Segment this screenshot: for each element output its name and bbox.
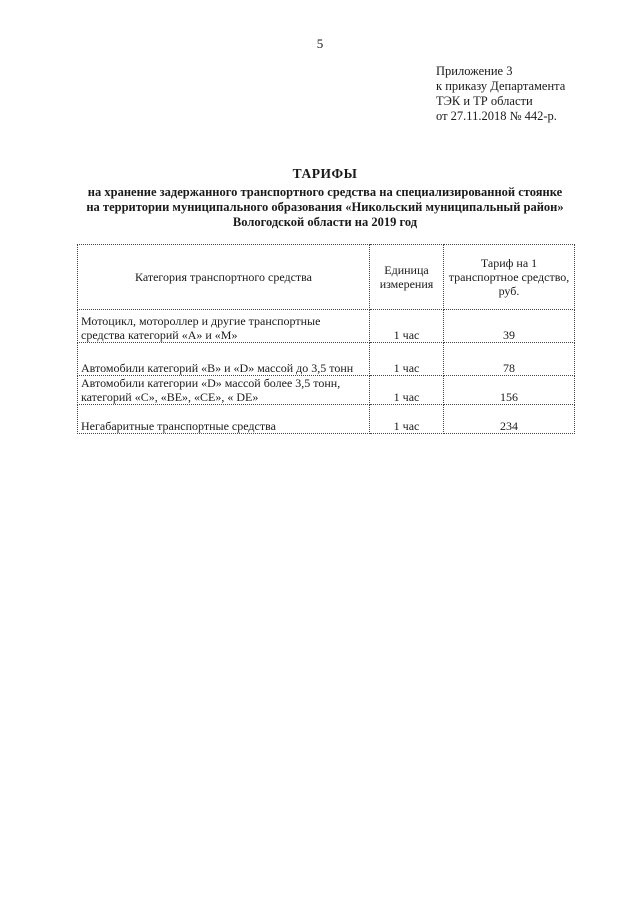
- unit-cell: 1 час: [370, 405, 444, 434]
- appendix-line: ТЭК и ТР области: [436, 94, 533, 108]
- table-row: [78, 376, 575, 405]
- header-rate: Тариф на 1 транспортное средство, руб.: [444, 245, 575, 310]
- header-unit: Единица измерения: [370, 245, 444, 310]
- table-row: [78, 310, 575, 343]
- appendix-reference: [436, 64, 565, 124]
- page-number: 5: [316, 36, 324, 51]
- category-cell: Мотоцикл, мотороллер и другие транспортные средства категорий «А» и «М»: [78, 310, 370, 343]
- tariff-table: [77, 244, 575, 434]
- table-row: [78, 343, 575, 376]
- document-title: [60, 166, 590, 230]
- rate-cell: 39: [444, 310, 575, 343]
- appendix-line: к приказу Департамента: [436, 79, 566, 93]
- unit-cell: 1 час: [370, 310, 444, 343]
- category-cell: Негабаритные транспортные средства: [78, 405, 370, 434]
- rate-cell: 234: [444, 405, 575, 434]
- table-header-row: [78, 245, 575, 310]
- title-line: Вологодской области на 2019 год: [232, 215, 418, 229]
- rate-cell: 78: [444, 343, 575, 376]
- category-cell: Автомобили категорий «В» и «D» массой до 3,5 тонн: [78, 343, 370, 376]
- category-cell: Автомобили категории «D» массой более 3,5 тонн, категорий «С», «ВЕ», «СЕ», « DE»: [78, 376, 370, 405]
- table-row: [78, 405, 575, 434]
- header-category: Категория транспортного средства: [78, 245, 370, 310]
- unit-cell: 1 час: [370, 376, 444, 405]
- appendix-line: Приложение 3: [436, 64, 513, 78]
- title-main: ТАРИФЫ: [292, 166, 358, 181]
- rate-cell: 156: [444, 376, 575, 405]
- title-line: на хранение задержанного транспортного средства на специализированной стоянке: [87, 185, 563, 199]
- title-line: на территории муниципального образования «Никольский муниципальный район»: [86, 200, 564, 214]
- appendix-line: от 27.11.2018 № 442-р.: [436, 109, 557, 123]
- unit-cell: 1 час: [370, 343, 444, 376]
